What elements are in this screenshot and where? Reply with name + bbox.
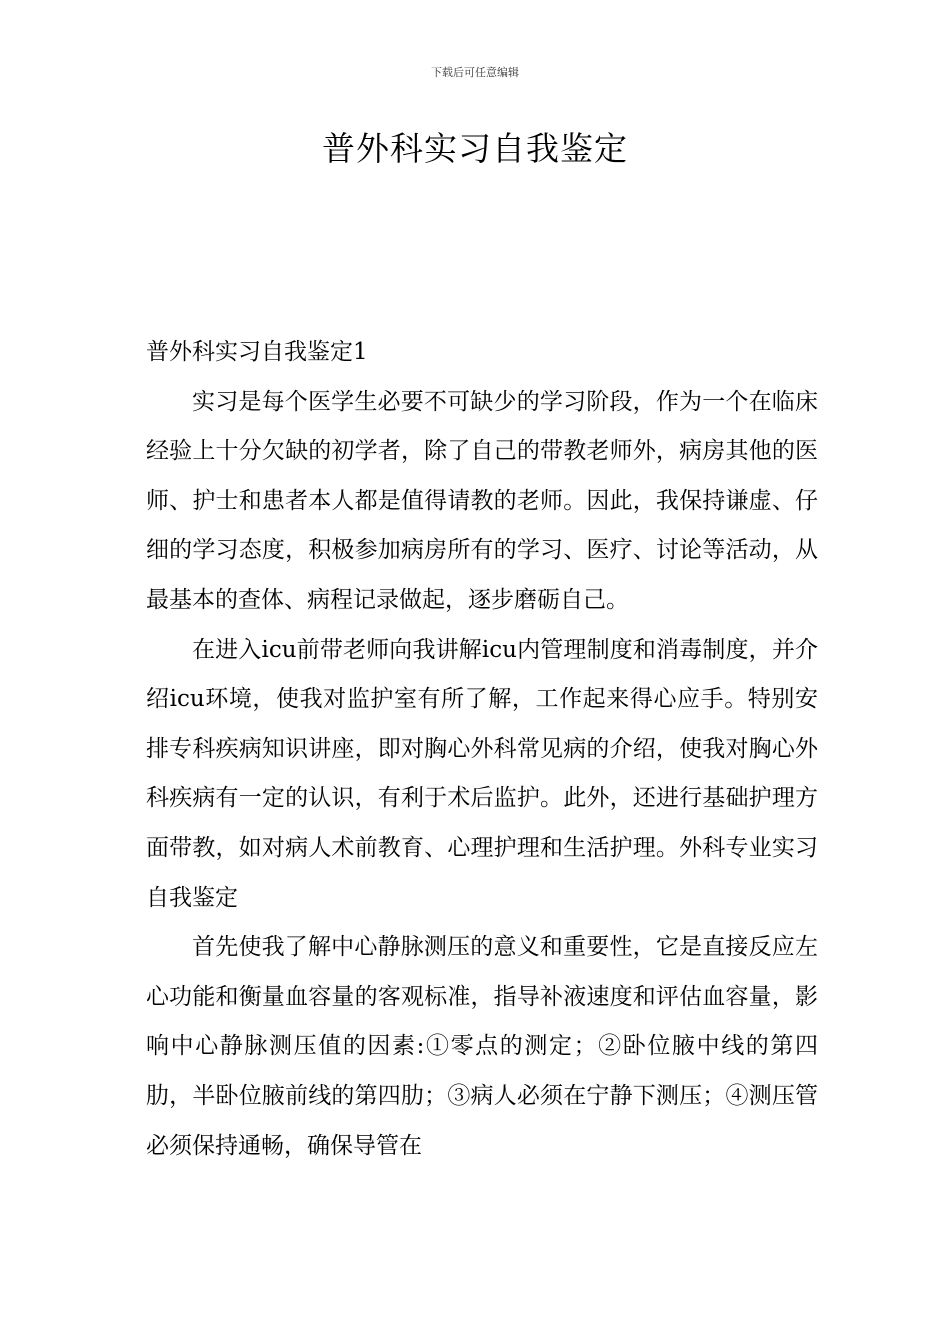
section-heading: 普外科实习自我鉴定1	[146, 339, 368, 365]
paragraph: 首先使我了解中心静脉测压的意义和重要性，它是直接反应左心功能和衡量血容量的客观标准，指导补液速度和评估血容量，影响中心静脉测压值的因素:①零点的测定；②卧位腋中线的第四肋，半卧位腋前线的第四肋；③病人必须在宁静下测压；④测压管必须保持通畅，确保导管在	[146, 934, 818, 1159]
paragraph: 在进入icu前带老师向我讲解icu内管理制度和消毒制度，并介绍icu环境，使我对监护室有所了解，工作起来得心应手。特别安排专科疾病知识讲座，即对胸心外科常见病的介绍，使我对胸心外科疾病有一定的认识，有利于术后监护。此外，还进行基础护理方面带教，如对病人术前教育、心理护理和生活护理。外科专业实习自我鉴定	[146, 636, 818, 911]
document-body	[146, 328, 818, 1171]
header-note: 下载后可任意编辑	[431, 66, 519, 79]
paragraph: 实习是每个医学生必要不可缺少的学习阶段，作为一个在临床经验上十分欠缺的初学者，除了自己的带教老师外，病房其他的医师、护士和患者本人都是值得请教的老师。因此，我保持谦虚、仔细的学习态度，积极参加病房所有的学习、医疗、讨论等活动，从最基本的查体、病程记录做起，逐步磨砺自己。	[146, 388, 818, 613]
document-title: 普外科实习自我鉴定	[322, 129, 628, 168]
